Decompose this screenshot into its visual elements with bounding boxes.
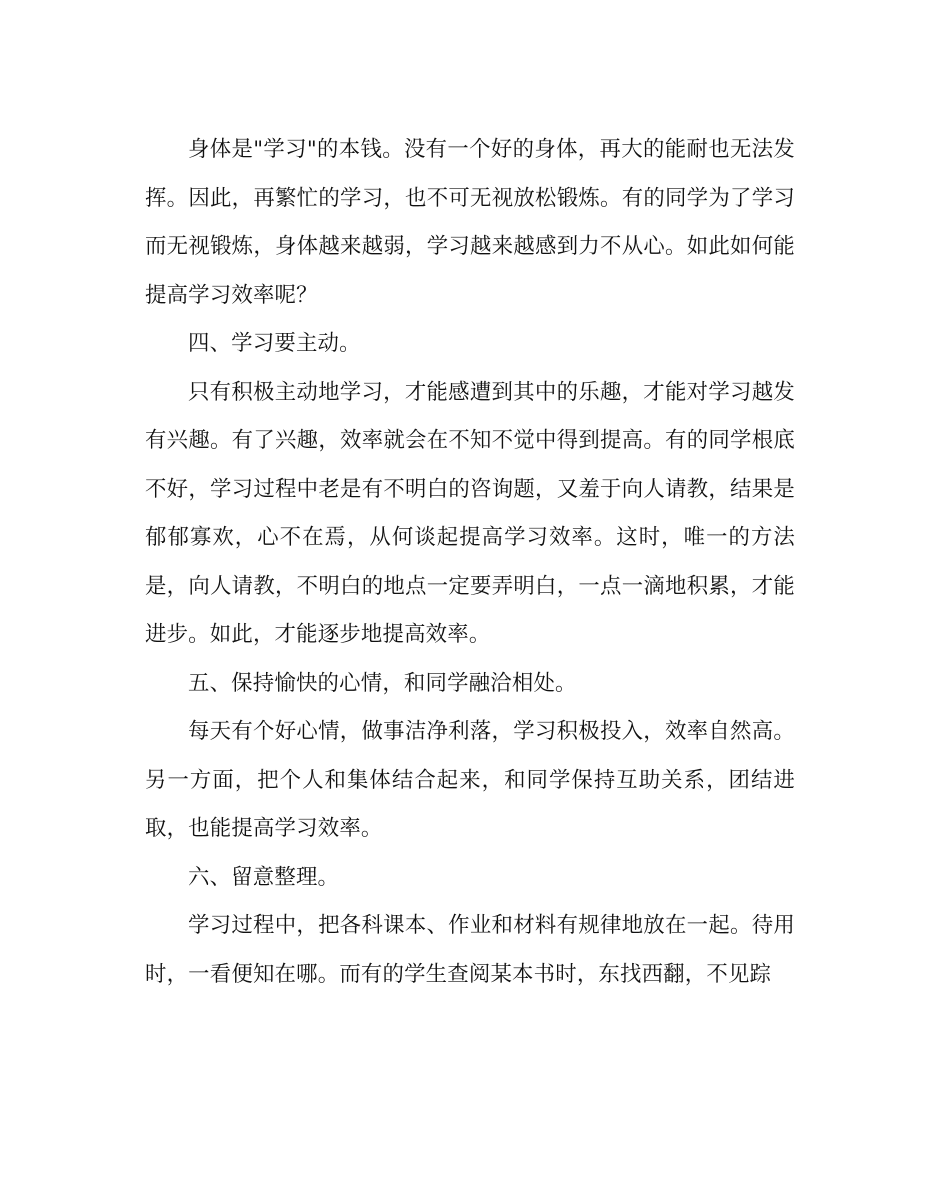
document-body bbox=[145, 126, 795, 999]
paragraph-organize: 学习过程中，把各科课本、作业和材料有规律地放在一起。待用时，一看便知在哪。而有的学生查阅某本书时，东找西翻，不见踪 bbox=[145, 913, 795, 987]
heading-five: 五、保持愉快的心情，和同学融洽相处。 bbox=[188, 670, 577, 696]
heading-four: 四、学习要主动。 bbox=[188, 331, 361, 356]
paragraph-good-mood: 每天有个好心情，做事洁净利落，学习积极投入，效率自然高。另一方面，把个人和集体结合起来，和同学保持互助关系，团结进取，也能提高学习效率。 bbox=[145, 719, 795, 841]
paragraph-health: 身体是"学习"的本钱。没有一个好的身体，再大的能耐也无法发挥。因此，再繁忙的学习，也不可无视放松锻炼。有的同学为了学习而无视锻炼，身体越来越弱，学习越来越感到力不从心。如此如何能提高学习效率呢？ bbox=[145, 137, 795, 308]
paragraph-active-learning: 只有积极主动地学习，才能感遭到其中的乐趣，才能对学习越发有兴趣。有了兴趣，效率就会在不知不觉中得到提高。有的同学根底不好，学习过程中老是有不明白的咨询题，又羞于向人请教，结果是郁郁寡欢，心不在焉，从何谈起提高学习效率。这时，唯一的方法是，向人请教，不明白的地点一定要弄明白，一点一滴地积累，才能进步。如此，才能逐步地提高效率。 bbox=[145, 379, 795, 647]
heading-six: 六、留意整理。 bbox=[188, 864, 340, 890]
